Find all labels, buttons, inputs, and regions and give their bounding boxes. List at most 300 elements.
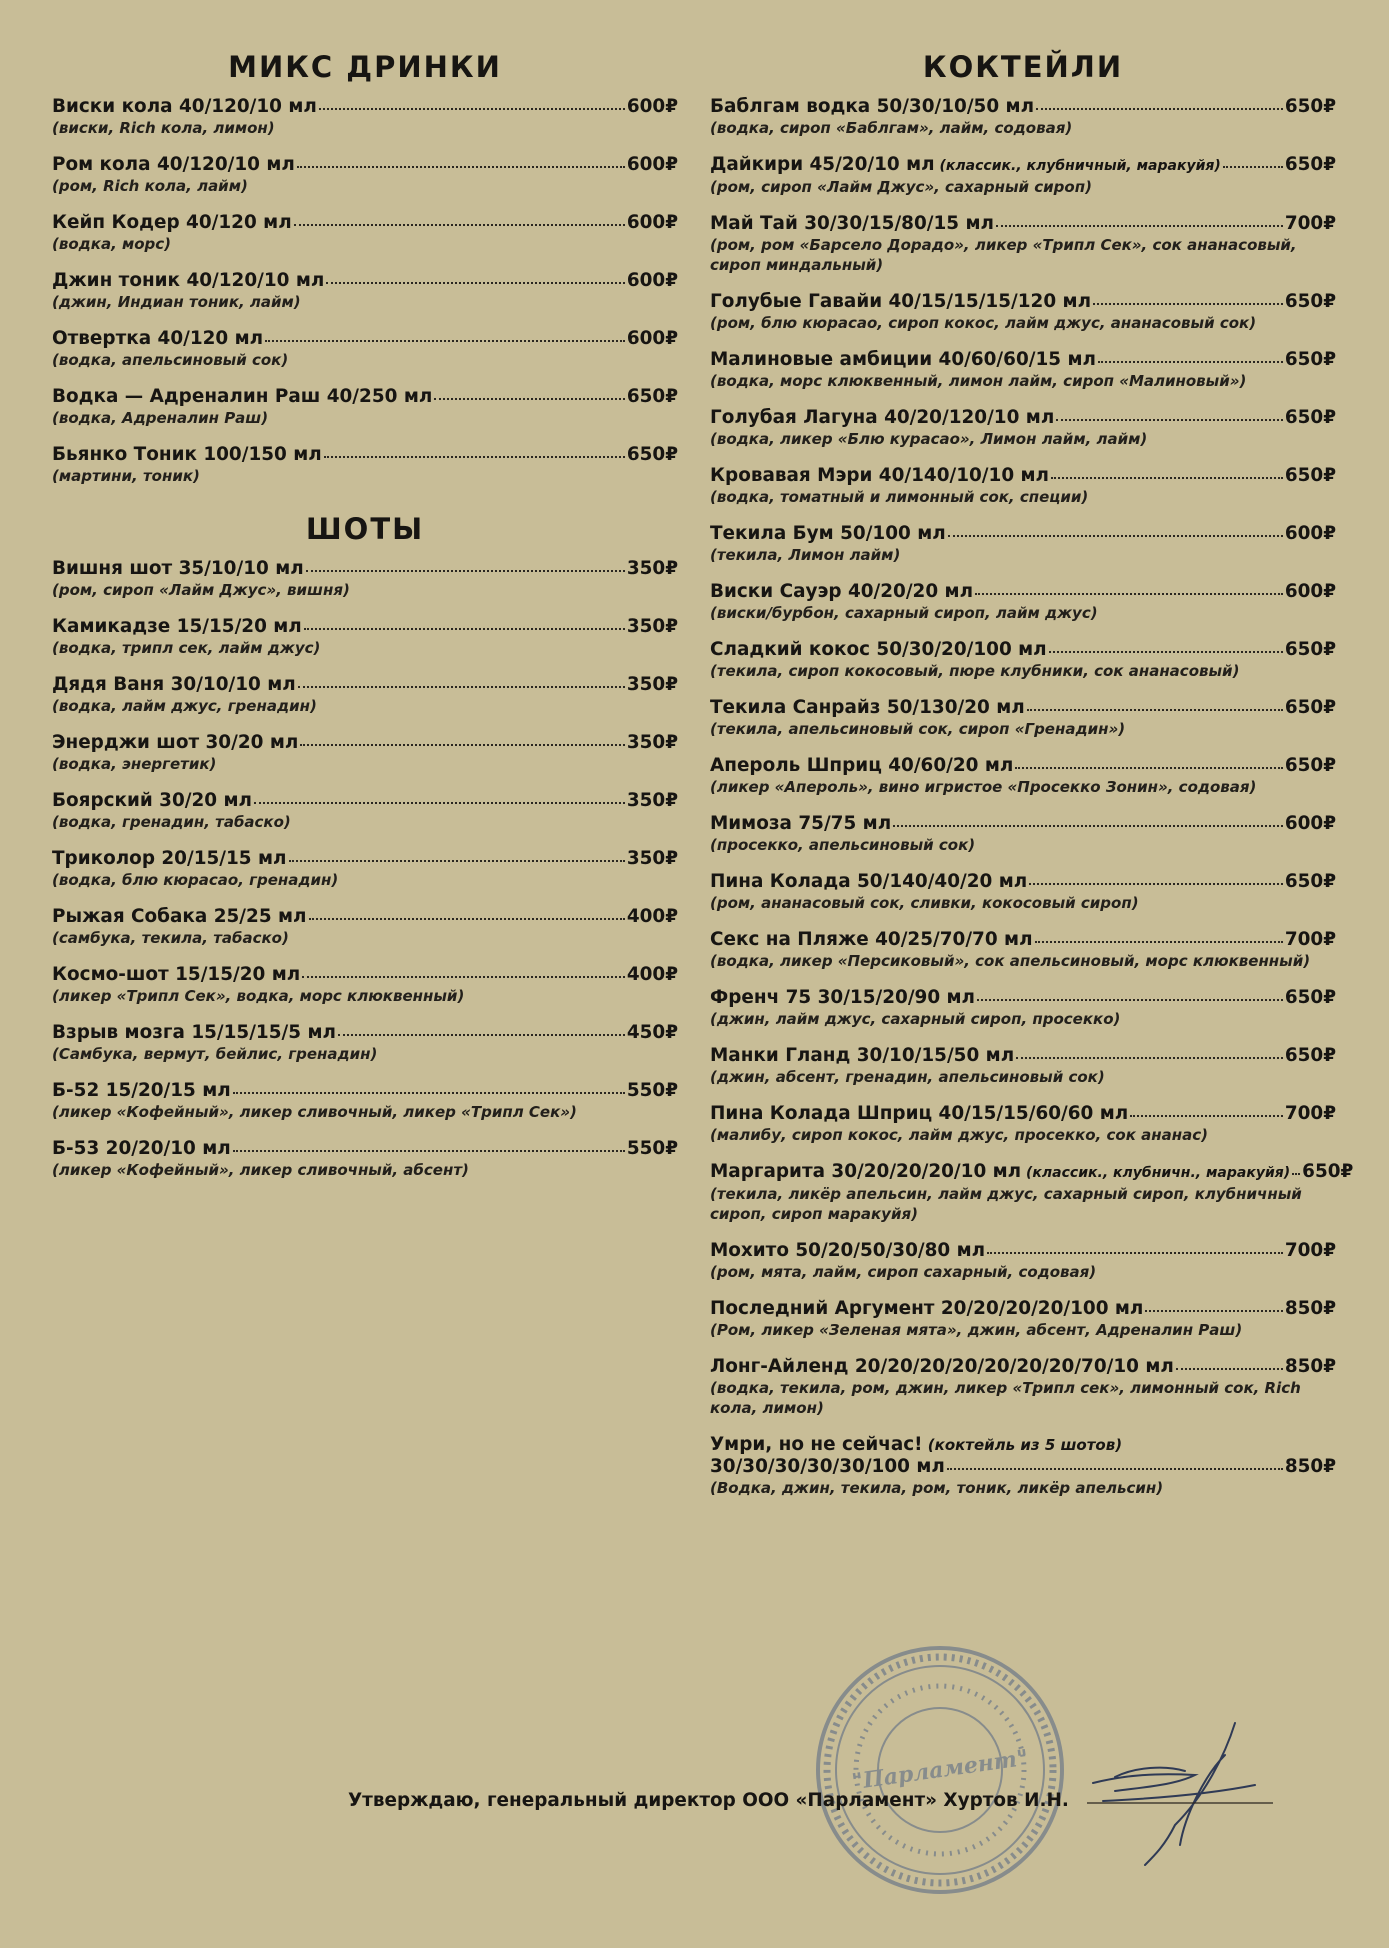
- item-price: 550₽: [626, 1138, 678, 1159]
- item-name-text: Вишня шот 35/10/10 мл: [52, 558, 304, 579]
- item-name: [52, 96, 317, 118]
- item-ingredients: (джин, абсент, гренадин, апельсиновый сок): [710, 1068, 1105, 1086]
- item-line: [710, 929, 1336, 951]
- left-column: [52, 50, 678, 1196]
- item-name-text: Кровавая Мэри 40/140/10/10 мл: [710, 465, 1050, 486]
- item-name: [710, 987, 975, 1009]
- item-ingredients: (джин, лайм джус, сахарный сироп, просекко): [710, 1010, 1121, 1028]
- dot-leader: [893, 811, 1283, 827]
- item-name-text: Джин тоник 40/120/10 мл: [52, 270, 325, 291]
- item-ingredients: (просекко, апельсиновый сок): [710, 836, 976, 854]
- menu-item: [710, 581, 1336, 623]
- menu-item: [710, 154, 1336, 197]
- menu-item: [52, 386, 678, 428]
- item-price: 350₽: [626, 790, 678, 811]
- item-name: [710, 813, 891, 835]
- item-price: 400₽: [626, 906, 678, 927]
- item-ingredients: (водка, ликер «Блю курасао», Лимон лайм, лайм): [710, 430, 1148, 448]
- dot-leader: [289, 846, 625, 862]
- item-name: [710, 349, 1096, 371]
- cocktails-list: [710, 96, 1354, 1418]
- item-price: 650₽: [626, 386, 678, 407]
- item-name-text: Май Тай 30/30/15/80/15 мл: [710, 213, 994, 234]
- item-name-text: Б-53 20/20/10 мл: [52, 1138, 231, 1159]
- dot-leader: [977, 985, 1283, 1001]
- dot-leader: [1029, 869, 1283, 885]
- item-line: [52, 154, 678, 176]
- menu-item: [52, 848, 678, 890]
- item-price: 450₽: [626, 1022, 678, 1043]
- menu-item: [710, 291, 1336, 333]
- menu-item: [52, 964, 678, 1006]
- menu-item: [710, 1103, 1336, 1145]
- dot-leader: [947, 1454, 1283, 1470]
- item-name-text: Дядя Ваня 30/10/10 мл: [52, 674, 296, 695]
- item-ingredients: (ром, ананасовый сок, сливки, кокосовый сироп): [710, 894, 1139, 912]
- mix-drinks-list: [52, 96, 678, 486]
- dot-leader: [1056, 405, 1283, 421]
- item-price: 700₽: [1284, 1240, 1336, 1261]
- menu-item: [710, 639, 1336, 681]
- item-ingredients: (водка, блю кюрасао, гренадин): [52, 871, 339, 889]
- menu-item: [710, 1045, 1336, 1087]
- dot-leader: [1015, 753, 1282, 769]
- item-ingredients: (водка, морс клюквенный, лимон лайм, сироп «Малиновый»): [710, 372, 1247, 390]
- item-name-text: Отвертка 40/120 мл: [52, 328, 264, 349]
- item-line: [710, 465, 1336, 487]
- item-name: [52, 270, 324, 292]
- item-name-text: Б-52 15/20/15 мл: [52, 1080, 231, 1101]
- item-line: [710, 1045, 1336, 1067]
- item-name-text: Триколор 20/15/15 мл: [52, 848, 287, 869]
- item-price: 650₽: [1284, 697, 1336, 718]
- menu-item: [52, 212, 678, 254]
- item-price: 700₽: [1284, 213, 1336, 234]
- item-ingredients: (водка, лайм джус, гренадин): [52, 697, 317, 715]
- item-line: [710, 871, 1336, 893]
- item-name: [52, 616, 302, 638]
- item-name: [52, 848, 287, 870]
- dot-leader: [233, 1136, 625, 1152]
- item-name: [52, 674, 296, 696]
- item-line: [52, 674, 678, 696]
- item-ingredients: (ром, сироп «Лайм Джус», сахарный сироп): [710, 178, 1092, 196]
- item-ingredients: (водка, морс): [52, 235, 172, 253]
- dot-leader: [1016, 1043, 1283, 1059]
- item-price: 350₽: [626, 732, 678, 753]
- item-name: [52, 444, 322, 466]
- item-name-text: Бьянко Тоник 100/150 мл: [52, 444, 322, 465]
- item-line: [52, 328, 678, 350]
- item-price: 350₽: [626, 616, 678, 637]
- menu-item-last-cocktail: [710, 1434, 1336, 1498]
- dot-leader: [1049, 637, 1283, 653]
- item-price: 650₽: [1284, 291, 1336, 312]
- item-name: [710, 639, 1047, 661]
- item-name: [52, 386, 432, 408]
- menu-item: [710, 755, 1336, 797]
- item-name: [710, 1045, 1014, 1067]
- item-line: [52, 558, 678, 580]
- item-price: 850₽: [1284, 1298, 1336, 1319]
- item-name: [52, 558, 304, 580]
- item-ingredients: (Ром, ликер «Зеленая мята», джин, абсент, Адреналин Раш): [710, 1321, 1243, 1339]
- menu-item: [52, 906, 678, 948]
- item-name-text: Сладкий кокос 50/30/20/100 мл: [710, 639, 1047, 660]
- dot-leader: [309, 904, 625, 920]
- item-line: [52, 906, 678, 928]
- menu-item: [52, 96, 678, 138]
- item-line: [710, 987, 1336, 1009]
- item-price: 650₽: [1284, 1045, 1336, 1066]
- item-name-text: Голубая Лагуна 40/20/120/10 мл: [710, 407, 1055, 428]
- dot-leader: [233, 1078, 625, 1094]
- menu-item: [710, 871, 1336, 913]
- menu-item: [710, 697, 1336, 739]
- item-price: 850₽: [1284, 1356, 1336, 1377]
- item-line: [710, 581, 1336, 603]
- item-name-text: Пина Колада 50/140/40/20 мл: [710, 871, 1028, 892]
- right-column: [710, 50, 1354, 1514]
- item-name-text: Боярский 30/20 мл: [52, 790, 252, 811]
- item-name: 30/30/30/30/30/100 мл: [710, 1456, 945, 1477]
- item-line: [710, 1356, 1336, 1378]
- menu-item: [710, 1298, 1336, 1340]
- dot-leader: [996, 211, 1283, 227]
- item-name: [710, 1356, 1174, 1378]
- item-price: 600₽: [1284, 523, 1336, 544]
- item-price: 650₽: [1284, 755, 1336, 776]
- item-name: [52, 328, 263, 350]
- item-title-line: [710, 1434, 1336, 1456]
- dot-leader: [1130, 1101, 1283, 1117]
- item-ingredients: (водка, апельсиновый сок): [52, 351, 289, 369]
- item-price: 650₽: [626, 444, 678, 465]
- item-name-text: Взрыв мозга 15/15/15/5 мл: [52, 1022, 336, 1043]
- section-title-shots: ШОТЫ: [305, 512, 425, 546]
- item-ingredients: (водка, ликер «Персиковый», сок апельсиновый, морс клюквенный): [710, 952, 1311, 970]
- dot-leader: [1292, 1159, 1300, 1175]
- menu-item: [52, 270, 678, 312]
- item-ingredients: (ром, Rich кола, лайм): [52, 177, 248, 195]
- item-line: [710, 291, 1336, 313]
- item-name: [710, 581, 973, 603]
- menu-item: [52, 790, 678, 832]
- dot-leader: [304, 614, 625, 630]
- item-price: 650₽: [1284, 987, 1336, 1008]
- item-name: [710, 697, 1025, 719]
- dot-leader: [1176, 1354, 1283, 1370]
- item-line: [710, 1103, 1336, 1125]
- item-note: (классик., клубничн., маракуйя): [1021, 1165, 1291, 1181]
- item-line: [52, 96, 678, 118]
- item-name-text: Виски Сауэр 40/20/20 мл: [710, 581, 974, 602]
- item-line: [52, 964, 678, 986]
- item-ingredients: (ром, ром «Барсело Дорадо», ликер «Трипл Сек», сок ананасовый, сироп миндальный): [710, 236, 1297, 274]
- menu-item: [710, 96, 1336, 138]
- menu-item: [710, 465, 1336, 507]
- item-price: 650₽: [1284, 96, 1336, 117]
- item-price: 350₽: [626, 674, 678, 695]
- item-ingredients: (водка, томатный и лимонный сок, специи): [710, 488, 1089, 506]
- item-line: [710, 1298, 1336, 1320]
- item-name-text: Пина Колада Шприц 40/15/15/60/60 мл: [710, 1103, 1129, 1124]
- item-name: [710, 1103, 1128, 1125]
- dot-leader: [294, 210, 625, 226]
- item-line: [710, 407, 1336, 429]
- item-name: [710, 154, 1221, 177]
- menu-item: [52, 616, 678, 658]
- dot-leader: [1051, 463, 1283, 479]
- item-line: [52, 732, 678, 754]
- item-ingredients: (малибу, сироп кокос, лайм джус, просекко, сок ананас): [710, 1126, 1208, 1144]
- menu-item: [710, 349, 1336, 391]
- menu-item: [710, 813, 1336, 855]
- item-line: [710, 1240, 1336, 1262]
- item-note: (коктейль из 5 шотов): [922, 1436, 1123, 1454]
- dot-leader: [298, 672, 625, 688]
- item-name: [710, 407, 1054, 429]
- item-line: [52, 212, 678, 234]
- item-ingredients: (ликер «Кофейный», ликер сливочный, абсент): [52, 1161, 469, 1179]
- item-name: [710, 465, 1049, 487]
- item-name-text: Мохито 50/20/50/30/80 мл: [710, 1240, 986, 1261]
- item-name-text: Малиновые амбиции 40/60/60/15 мл: [710, 349, 1096, 370]
- item-line: [710, 349, 1336, 371]
- item-name: [710, 96, 1034, 118]
- item-name: [52, 154, 295, 176]
- item-name: [52, 790, 252, 812]
- item-ingredients: (текила, ликёр апельсин, лайм джус, сахарный сироп, клубничный сироп, сироп маракуйя): [710, 1185, 1302, 1223]
- item-price: 350₽: [626, 848, 678, 869]
- item-line: [52, 386, 678, 408]
- item-ingredients: (водка, энергетик): [52, 755, 217, 773]
- item-name-text: Текила Бум 50/100 мл: [710, 523, 946, 544]
- item-name-text: Космо-шот 15/15/20 мл: [52, 964, 301, 985]
- menu-item: [710, 987, 1336, 1029]
- item-name: [52, 906, 307, 928]
- dot-leader: [306, 556, 625, 572]
- item-ingredients: (водка, трипл сек, лайм джус): [52, 639, 321, 657]
- dot-leader: [975, 579, 1283, 595]
- item-name-text: Голубые Гавайи 40/15/15/15/120 мл: [710, 291, 1092, 312]
- item-name-text: Последний Аргумент 20/20/20/20/100 мл: [710, 1298, 1144, 1319]
- dot-leader: [326, 268, 624, 284]
- item-ingredients: (ром, блю кюрасао, сироп кокос, лайм джус, ананасовый сок): [710, 314, 1257, 332]
- item-ingredients: (самбука, текила, табаско): [52, 929, 289, 947]
- item-ingredients: (текила, апельсиновый сок, сироп «Гренадин»): [710, 720, 1126, 738]
- signature: [1085, 1715, 1275, 1875]
- item-ingredients: (ликер «Кофейный», ликер сливочный, ликер «Трипл Сек»): [52, 1103, 577, 1121]
- dot-leader: [254, 788, 625, 804]
- item-line: [52, 1080, 678, 1102]
- item-line: [710, 1161, 1354, 1184]
- item-ingredients: (Самбука, вермут, бейлис, гренадин): [52, 1045, 378, 1063]
- item-line: [52, 790, 678, 812]
- dot-leader: [338, 1020, 625, 1036]
- item-line: [52, 444, 678, 466]
- menu-item: [52, 558, 678, 600]
- item-price: 700₽: [1284, 1103, 1336, 1124]
- menu-item: [52, 1080, 678, 1122]
- item-name: [710, 929, 1033, 951]
- item-line: [710, 154, 1336, 177]
- menu-item: [52, 444, 678, 486]
- item-note: (классик., клубничный, маракуйя): [934, 158, 1221, 174]
- item-name-text: Апероль Шприц 40/60/20 мл: [710, 755, 1014, 776]
- item-ingredients: (Водка, джин, текила, ром, тоник, ликёр апельсин): [710, 1479, 1164, 1497]
- item-name: [710, 871, 1027, 893]
- menu-item: [710, 1161, 1354, 1224]
- item-name-text: Кейп Кодер 40/120 мл: [52, 212, 292, 233]
- menu-item: [52, 154, 678, 196]
- section-title-mix-drinks: МИКС ДРИНКИ: [228, 50, 502, 84]
- dot-leader: [319, 94, 625, 110]
- item-price: 850₽: [1284, 1456, 1336, 1477]
- item-price: 650₽: [1302, 1161, 1354, 1182]
- item-name-text: Баблгам водка 50/30/10/50 мл: [710, 96, 1035, 117]
- item-name: [710, 1298, 1143, 1320]
- menu-item: [52, 674, 678, 716]
- item-line: [52, 616, 678, 638]
- item-name: [710, 523, 946, 545]
- item-price: 600₽: [626, 96, 678, 117]
- item-ingredients: (текила, сироп кокосовый, пюре клубники, сок ананасовый): [710, 662, 1240, 680]
- item-line: [710, 813, 1336, 835]
- menu-item: [52, 1022, 678, 1064]
- svg-text:"Парламент": "Парламент": [850, 1744, 1030, 1796]
- dot-leader: [1035, 927, 1283, 943]
- item-name: [710, 1240, 985, 1262]
- item-line: [52, 1022, 678, 1044]
- menu-item: [52, 1138, 678, 1180]
- item-name-text: Манки Гланд 30/10/15/50 мл: [710, 1045, 1015, 1066]
- item-name: [52, 1022, 336, 1044]
- item-ingredients: (водка, текила, ром, джин, ликер «Трипл сек», лимонный сок, Rich кола, лимон): [710, 1379, 1301, 1417]
- dot-leader: [300, 730, 624, 746]
- item-name-text: Лонг-Айленд 20/20/20/20/20/20/20/70/10 мл: [710, 1356, 1174, 1377]
- dot-leader: [434, 384, 624, 400]
- dot-leader: [324, 442, 625, 458]
- item-price: 600₽: [626, 212, 678, 233]
- item-ingredients: (виски/бурбон, сахарный сироп, лайм джус): [710, 604, 1098, 622]
- item-name-text: Дайкири 45/20/10 мл: [710, 154, 935, 175]
- company-stamp: [810, 1640, 1070, 1900]
- item-name: [710, 291, 1091, 313]
- dot-leader: [297, 152, 625, 168]
- dot-leader: [1093, 289, 1283, 305]
- item-price: 400₽: [626, 964, 678, 985]
- item-name-text: Текила Санрайз 50/130/20 мл: [710, 697, 1025, 718]
- item-price: 650₽: [1284, 407, 1336, 428]
- approval-footer: Утверждаю, генеральный директор ООО «Парламент» Хуртов И.Н.: [348, 1790, 1069, 1811]
- item-line: [52, 848, 678, 870]
- menu-item: [52, 732, 678, 774]
- item-name-text: Секс на Пляже 40/25/70/70 мл: [710, 929, 1033, 950]
- item-price: 650₽: [1284, 349, 1336, 370]
- item-ingredients: (водка, сироп «Баблгам», лайм, содовая): [710, 119, 1073, 137]
- item-ingredients: (ром, мята, лайм, сироп сахарный, содовая): [710, 1263, 1097, 1281]
- item-line: [710, 697, 1336, 719]
- section-title-cocktails: КОКТЕЙЛИ: [922, 50, 1124, 84]
- item-name: [52, 212, 292, 234]
- item-ingredients: (мартини, тоник): [52, 467, 200, 485]
- item-name: [52, 964, 300, 986]
- item-ingredients: (водка, Адреналин Раш): [52, 409, 269, 427]
- item-price: 650₽: [1284, 639, 1336, 660]
- item-price: 600₽: [626, 328, 678, 349]
- item-name-text: Виски кола 40/120/10 мл: [52, 96, 317, 117]
- item-ingredients: (текила, Лимон лайм): [710, 546, 901, 564]
- menu-item: [710, 1240, 1336, 1282]
- dot-leader: [1098, 347, 1283, 363]
- shots-list: [52, 558, 678, 1180]
- item-price: 600₽: [626, 270, 678, 291]
- item-price: 650₽: [1284, 465, 1336, 486]
- item-name: [52, 1138, 231, 1160]
- item-name-text: Энерджи шот 30/20 мл: [52, 732, 299, 753]
- item-name-text: Френч 75 30/15/20/90 мл: [710, 987, 976, 1008]
- menu-item: [710, 523, 1336, 565]
- item-name-text: Маргарита 30/20/20/20/10 мл: [710, 1161, 1022, 1182]
- menu-item: [710, 1356, 1336, 1418]
- item-name-text: Рыжая Собака 25/25 мл: [52, 906, 307, 927]
- dot-leader: [265, 326, 625, 342]
- item-price: 650₽: [1284, 154, 1336, 175]
- item-price: 700₽: [1284, 929, 1336, 950]
- menu-item: [710, 407, 1336, 449]
- item-line: [710, 96, 1336, 118]
- dot-leader: [948, 521, 1283, 537]
- dot-leader: [1145, 1296, 1282, 1312]
- item-name: [710, 213, 994, 235]
- item-line: [52, 1138, 678, 1160]
- item-name-text: Водка — Адреналин Раш 40/250 мл: [52, 386, 433, 407]
- item-line: [710, 213, 1336, 235]
- item-line: [52, 270, 678, 292]
- item-name-text: Мимоза 75/75 мл: [710, 813, 892, 834]
- dot-leader: [302, 962, 625, 978]
- item-name: [52, 1080, 231, 1102]
- menu-item: [710, 929, 1336, 971]
- menu-item: [710, 213, 1336, 275]
- item-line: [710, 523, 1336, 545]
- item-line: [710, 1456, 1336, 1478]
- item-ingredients: (ром, сироп «Лайм Джус», вишня): [52, 581, 350, 599]
- item-price: 600₽: [1284, 581, 1336, 602]
- item-price: 600₽: [1284, 813, 1336, 834]
- item-name: [52, 732, 298, 754]
- item-line: [710, 755, 1336, 777]
- dot-leader: [1223, 152, 1283, 168]
- item-ingredients: (водка, гренадин, табаско): [52, 813, 291, 831]
- item-ingredients: (джин, Индиан тоник, лайм): [52, 293, 301, 311]
- item-name: [710, 755, 1013, 777]
- item-title: Умри, но не сейчас!: [710, 1434, 923, 1455]
- item-ingredients: (ликер «Апероль», вино игристое «Просекко Зонин», содовая): [710, 778, 1257, 796]
- dot-leader: [1027, 695, 1283, 711]
- item-price: 650₽: [1284, 871, 1336, 892]
- item-price: 550₽: [626, 1080, 678, 1101]
- menu-item: [52, 328, 678, 370]
- item-name-text: Ром кола 40/120/10 мл: [52, 154, 295, 175]
- dot-leader: [1036, 94, 1283, 110]
- item-line: [710, 639, 1336, 661]
- item-ingredients: (виски, Rich кола, лимон): [52, 119, 275, 137]
- dot-leader: [987, 1238, 1283, 1254]
- item-price: 600₽: [626, 154, 678, 175]
- item-name-text: Камикадзе 15/15/20 мл: [52, 616, 302, 637]
